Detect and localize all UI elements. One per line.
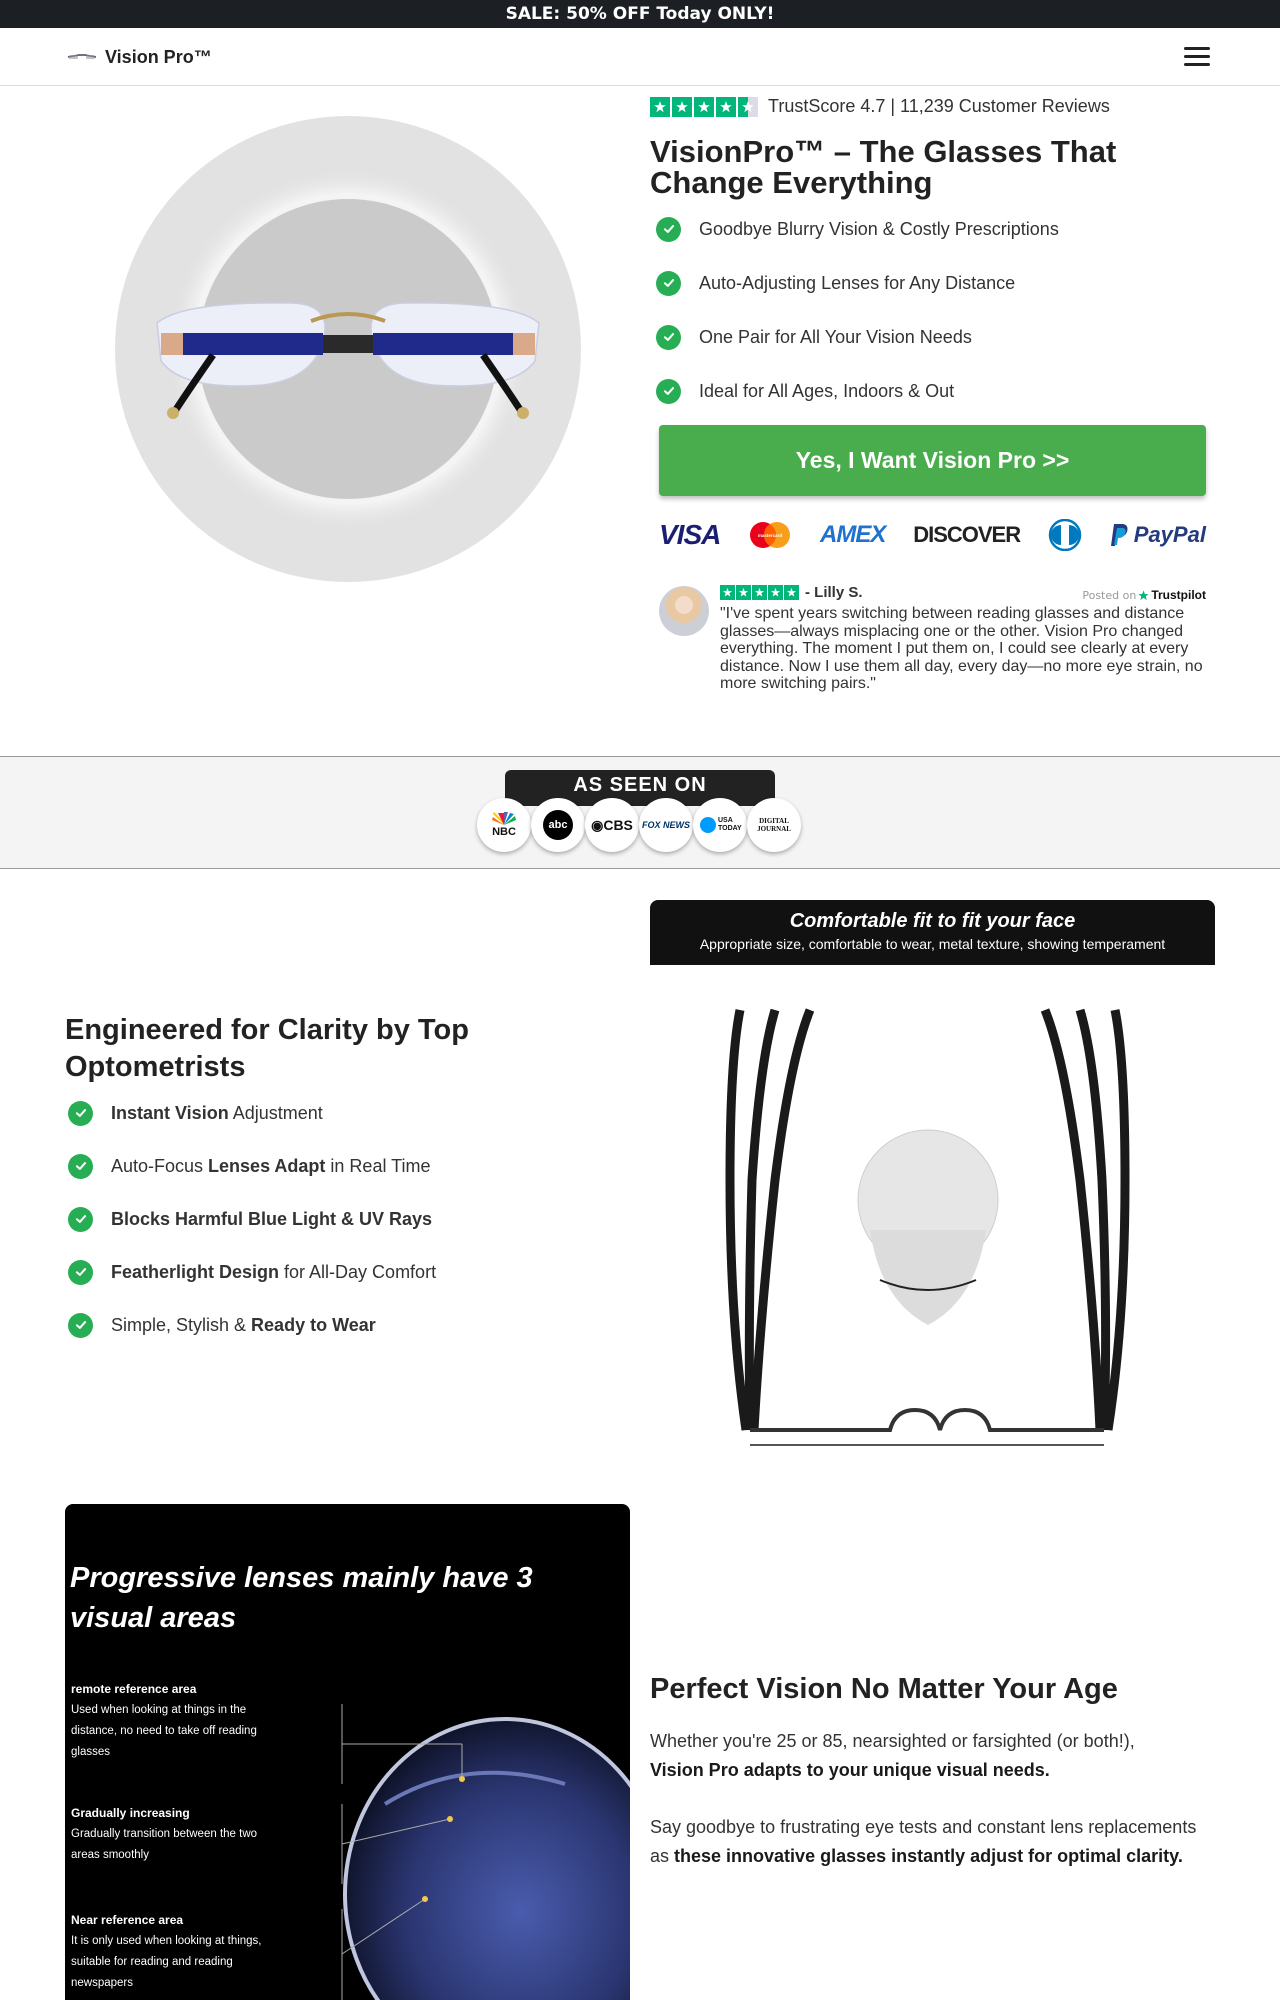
- posted-on-trustpilot: [1082, 588, 1206, 602]
- rimless-glasses-image: [143, 281, 553, 431]
- menu-icon[interactable]: [1184, 47, 1210, 67]
- media-logos: [477, 798, 801, 852]
- cbs-logo-icon: ◉ CBS: [585, 798, 639, 852]
- check-icon: [656, 217, 681, 242]
- feature-text: Featherlight Design for All-Day Comfort: [111, 1261, 437, 1282]
- area-remote: remote reference area Used when looking at things in the distance, no need to take off reading glasses: [71, 1682, 257, 1758]
- star-icon: [720, 585, 735, 600]
- trustpilot-label: Trustpilot: [1151, 588, 1206, 602]
- feature-text: Auto-Focus Lenses Adapt in Real Time: [111, 1155, 431, 1176]
- list-item: [656, 216, 1059, 242]
- paypal-icon: [1110, 518, 1206, 552]
- as-seen-on-section: [0, 756, 1280, 869]
- star-icon: [672, 97, 692, 117]
- list-item: [68, 1206, 436, 1232]
- progressive-lens-infographic: [65, 1504, 630, 2000]
- star-icon: [736, 585, 751, 600]
- star-icon: [694, 97, 714, 117]
- benefit-text: Auto-Adjusting Lenses for Any Distance: [699, 272, 1016, 293]
- site-header: [0, 28, 1280, 86]
- list-item: [656, 324, 1059, 350]
- benefit-text: Ideal for All Ages, Indoors & Out: [699, 380, 955, 401]
- logo-text: Vision Pro™: [105, 46, 212, 67]
- check-icon: [68, 1101, 93, 1126]
- review-text: "I've spent years switching between reading glasses and distance glasses—always misplacing one or the other. Vision Pro changed everything. The moment I put them on, I could see clearly at every distance. Now I use them all day, every day—no more eye strain, no more switching pairs.": [720, 605, 1203, 692]
- perfect-vision-paragraph-2: Say goodbye to frustrating eye tests and constant lens replacements as these innovative glasses instantly adjust for optimal clarity.: [650, 1817, 1197, 1866]
- digital-journal-logo-icon: DIGITAL JOURNAL: [747, 798, 801, 852]
- area-near: Near reference area It is only used when looking at things, suitable for reading and reading newspapers: [71, 1913, 262, 1989]
- check-icon: [68, 1207, 93, 1232]
- fox-news-logo-icon: FOX NEWS: [639, 798, 693, 852]
- engineered-features-list: [68, 1100, 436, 1365]
- perfect-vision-title: Perfect Vision No Matter Your Age: [650, 1673, 1118, 1705]
- visa-icon: VISA: [659, 519, 721, 550]
- customer-review: [659, 584, 1206, 714]
- banner-subtitle: Appropriate size, comfortable to wear, metal texture, showing temperament: [699, 936, 1166, 952]
- comfortable-fit-banner: [650, 900, 1215, 965]
- check-icon: [68, 1154, 93, 1179]
- trustscore-row: [650, 96, 1110, 117]
- feature-text: Instant Vision Adjustment: [111, 1102, 323, 1123]
- check-icon: [68, 1313, 93, 1338]
- diners-club-icon: [1048, 518, 1082, 552]
- review-stars: [720, 585, 799, 600]
- reviewer-name: - Lilly S.: [805, 584, 863, 601]
- posted-label: Posted on: [1082, 588, 1137, 602]
- trustpilot-stars: [650, 97, 758, 117]
- lens-diagram: [265, 1704, 630, 2000]
- area-gradual: Gradually increasing Gradually transition between the two areas smoothly: [71, 1806, 258, 1861]
- hero-benefits-list: [656, 216, 1059, 432]
- check-icon: [656, 379, 681, 404]
- abc-logo-icon: abc: [531, 798, 585, 852]
- benefit-text: Goodbye Blurry Vision & Costly Prescriptions: [699, 218, 1059, 239]
- paypal-text: PayPal: [1133, 522, 1206, 547]
- list-item: [656, 270, 1059, 296]
- buy-now-button[interactable]: Yes, I Want Vision Pro >>: [659, 425, 1206, 496]
- as-seen-on-label: AS SEEN ON: [505, 770, 775, 806]
- star-icon: [768, 585, 783, 600]
- sale-banner: SALE: 50% OFF Today ONLY!: [0, 0, 1280, 28]
- star-icon: [752, 585, 767, 600]
- trustscore-text: TrustScore 4.7 | 11,239 Customer Reviews: [768, 96, 1110, 116]
- benefit-text: One Pair for All Your Vision Needs: [699, 326, 972, 347]
- svg-text:mastercard: mastercard: [758, 533, 783, 538]
- perfect-vision-paragraph-1: Whether you're 25 or 85, nearsighted or farsighted (or both!), Vision Pro adapts to your unique visual needs.: [650, 1731, 1135, 1780]
- logo[interactable]: [67, 46, 212, 68]
- mastercard-icon: [748, 518, 792, 552]
- amex-icon: AMEX: [820, 521, 886, 548]
- list-item: [68, 1259, 436, 1285]
- discover-icon: DISCOVER: [913, 522, 1021, 547]
- payment-methods: [659, 516, 1206, 554]
- nbc-logo-icon: NBC: [477, 798, 531, 852]
- star-icon: [738, 97, 758, 117]
- feature-text: Blocks Harmful Blue Light & UV Rays: [111, 1208, 433, 1229]
- infographic-title: Progressive lenses mainly have 3 visual areas: [70, 1562, 533, 1634]
- glasses-logo-icon: [67, 52, 97, 62]
- product-image: [115, 116, 581, 582]
- usa-today-logo-icon: USA TODAY: [693, 798, 747, 852]
- list-item: [68, 1312, 436, 1338]
- glasses-on-mannequin-image: [690, 1000, 1210, 1460]
- check-icon: [68, 1260, 93, 1285]
- list-item: [68, 1153, 436, 1179]
- list-item: [68, 1100, 436, 1126]
- trustpilot-star-icon: [1138, 590, 1149, 601]
- hero-title: VisionPro™ – The Glasses That Change Everything: [650, 134, 1117, 200]
- feature-text: Simple, Stylish & Ready to Wear: [111, 1314, 376, 1335]
- check-icon: [656, 271, 681, 296]
- engineered-title: Engineered for Clarity by Top Optometrists: [65, 1014, 469, 1083]
- list-item: [656, 378, 1059, 404]
- star-icon: [716, 97, 736, 117]
- star-icon: [784, 585, 799, 600]
- check-icon: [656, 325, 681, 350]
- star-icon: [650, 97, 670, 117]
- banner-title: Comfortable fit to fit your face: [789, 910, 1076, 932]
- avatar: [659, 586, 709, 636]
